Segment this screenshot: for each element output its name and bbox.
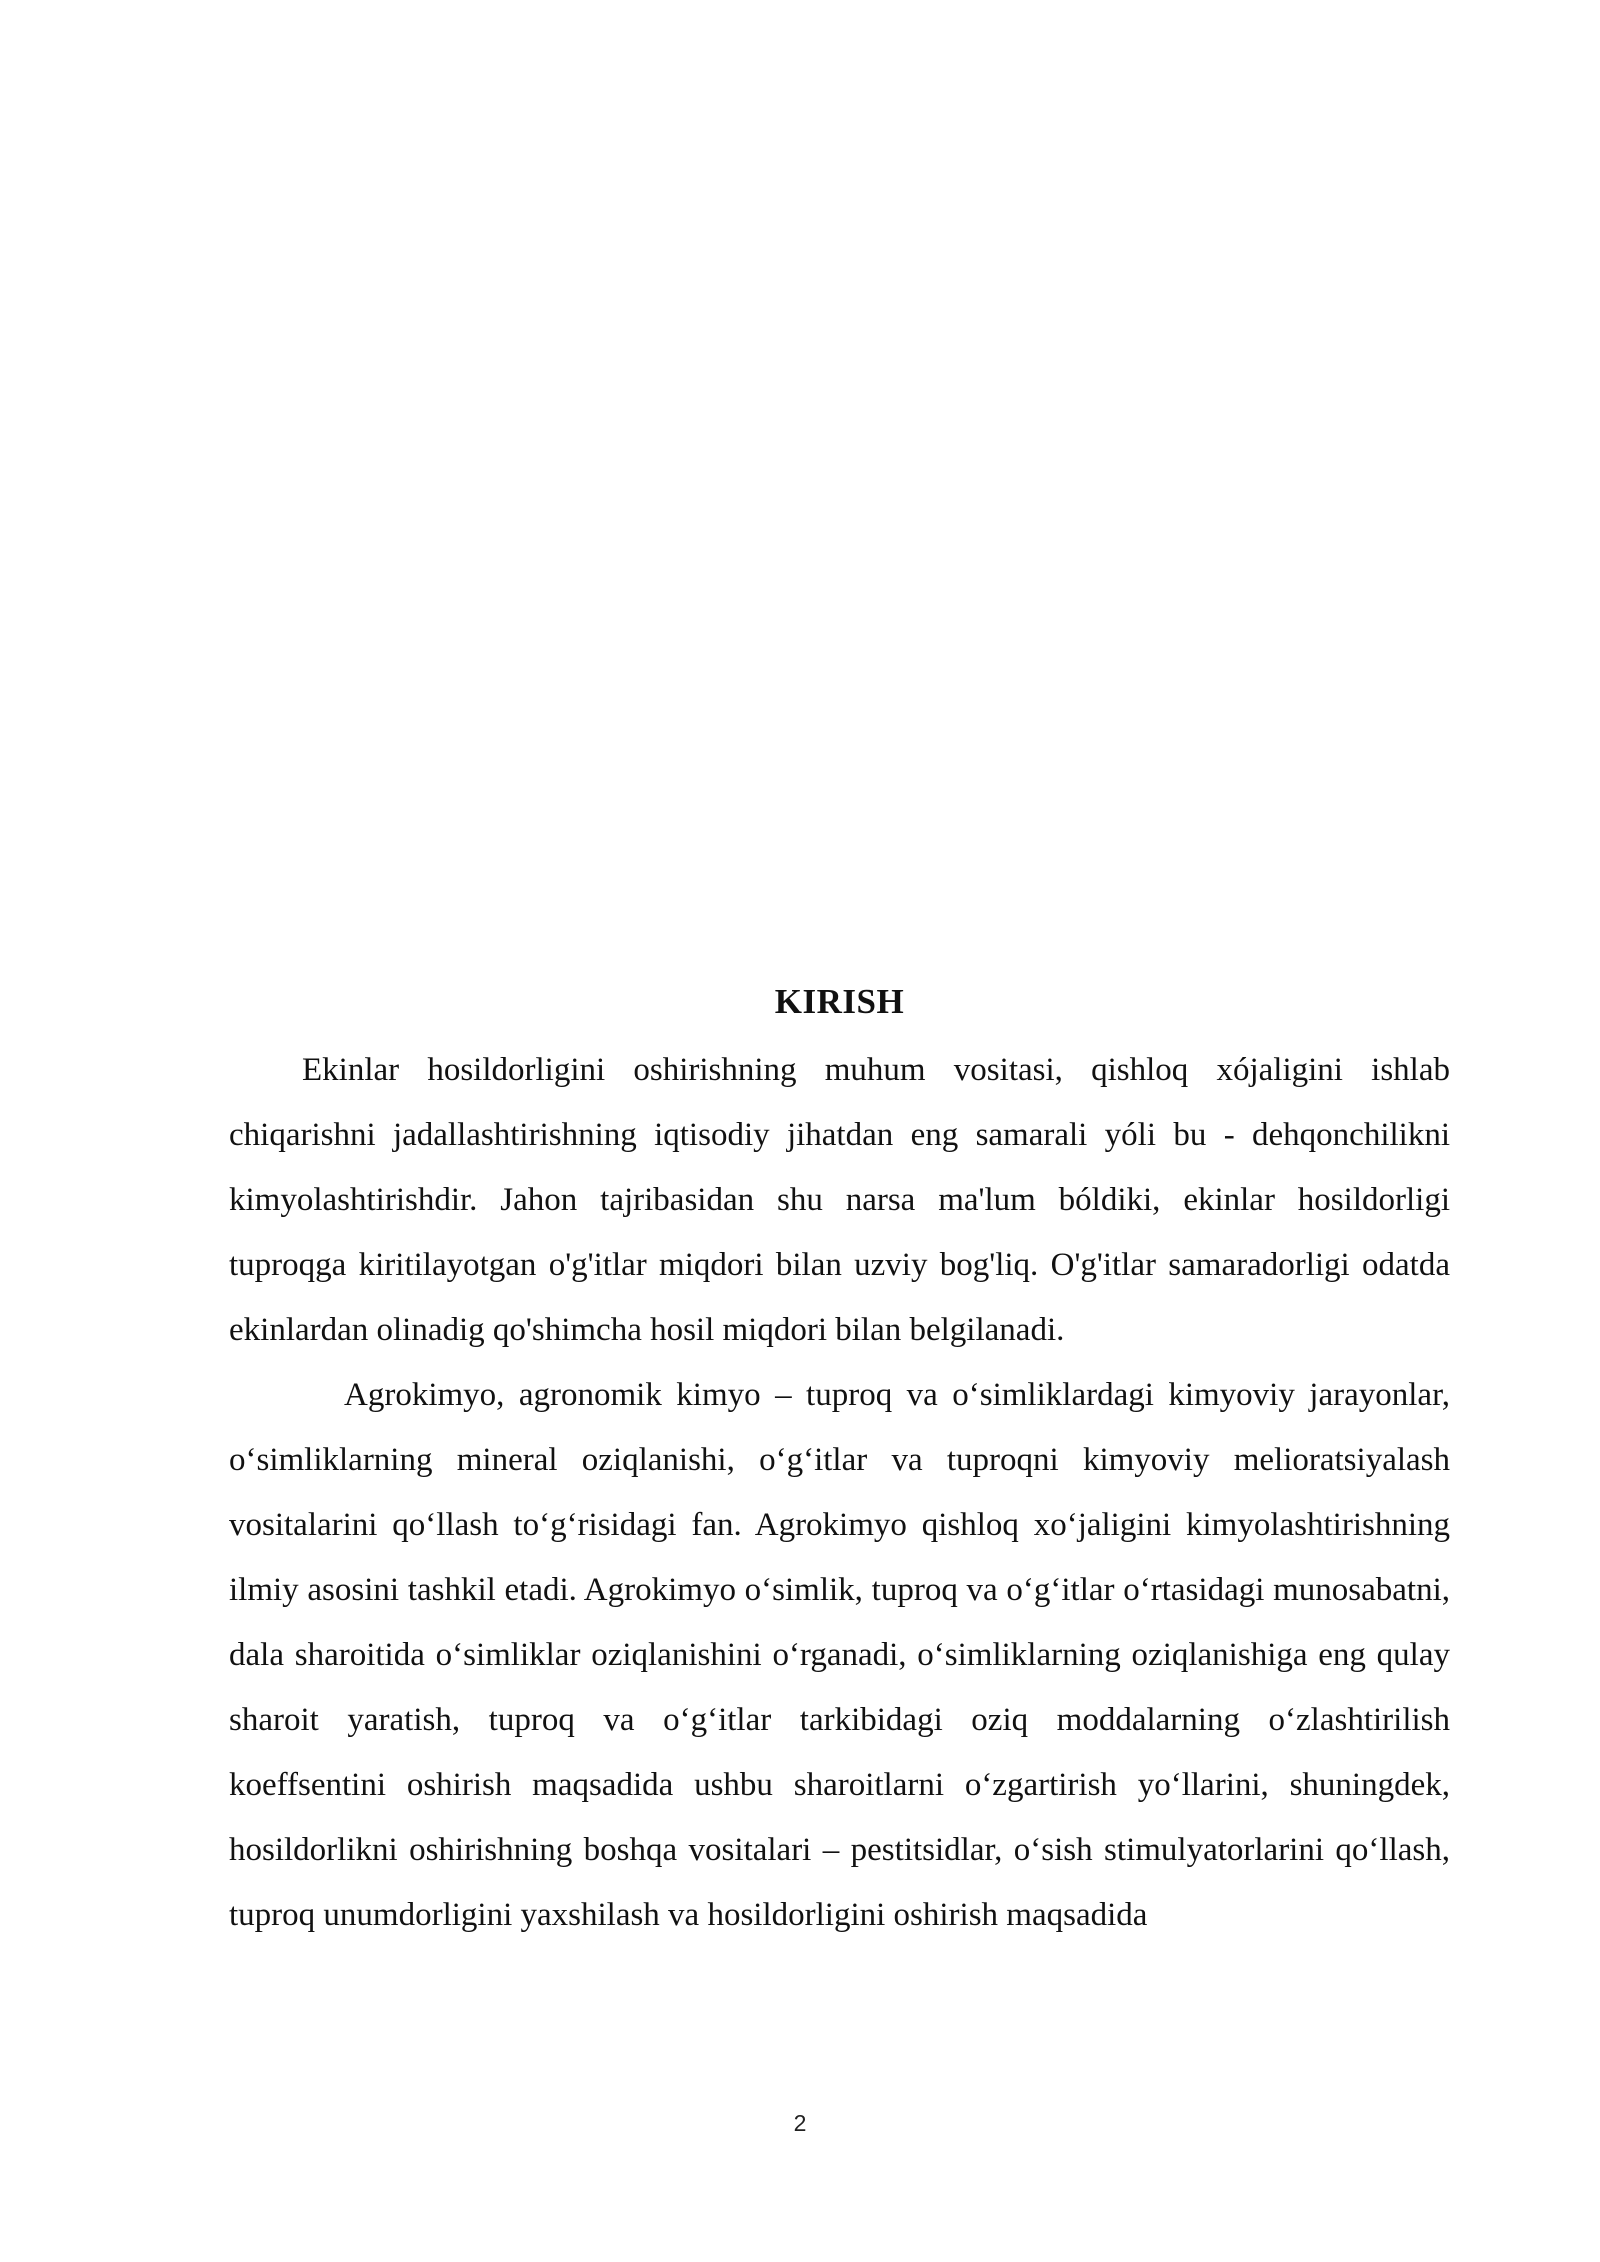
body-paragraph-2: Agrokimyo, agronomik kimyo – tuproq va oʻsimliklardagi kimyoviy jarayonlar, oʻsimliklarning mineral oziqlanishi, oʻgʻitlar va tuproqni kimyoviy melioratsiyalash vositalarini qoʻllash toʻgʻrisidagi fan. Agrokimyo qishloq xoʻjaligini kimyolashtirishning ilmiy asosini tashkil etadi. Agrokimyo oʻsimlik, tuproq va oʻgʻitlar oʻrtasidagi munosabatni, dala sharoitida oʻsimliklar oziqlanishini oʻrganadi, oʻsimliklarning oziqlanishiga eng qulay sharoit yaratish, tuproq va oʻgʻitlar tarkibidagi oziq moddalarning oʻzlashtirilish koeffsentini oshirish maqsadida ushbu sharoitlarni oʻzgartirish yoʻllarini, shuningdek, hosildorlikni oshirishning boshqa vositalari – pestitsidlar, oʻsish stimulyatorlarini qoʻllash, tuproq unumdorligini yaxshilash va hosildorligini oshirish maqsadida — [229, 1377, 1450, 1933]
page-content — [229, 972, 1450, 1948]
page-number: 2 — [793, 2110, 807, 2136]
section-heading: KIRISH — [774, 982, 905, 1021]
body-paragraph-1: Ekinlar hosildorligini oshirishning muhum vositasi, qishloq xójaligini ishlab chiqarishni jadallashtirishning iqtisodiy jihatdan eng samarali yóli bu - dehqonchilikni kimyolashtirishdir. Jahon tajribasidan shu narsa ma'lum bóldiki, ekinlar hosildorligi tuproqga kiritilayotgan o'g'itlar miqdori bilan uzviy bog'liq. O'g'itlar samaradorligi odatda ekinlardan olinadig qo'shimcha hosil miqdori bilan belgilanadi. — [229, 1052, 1450, 1348]
